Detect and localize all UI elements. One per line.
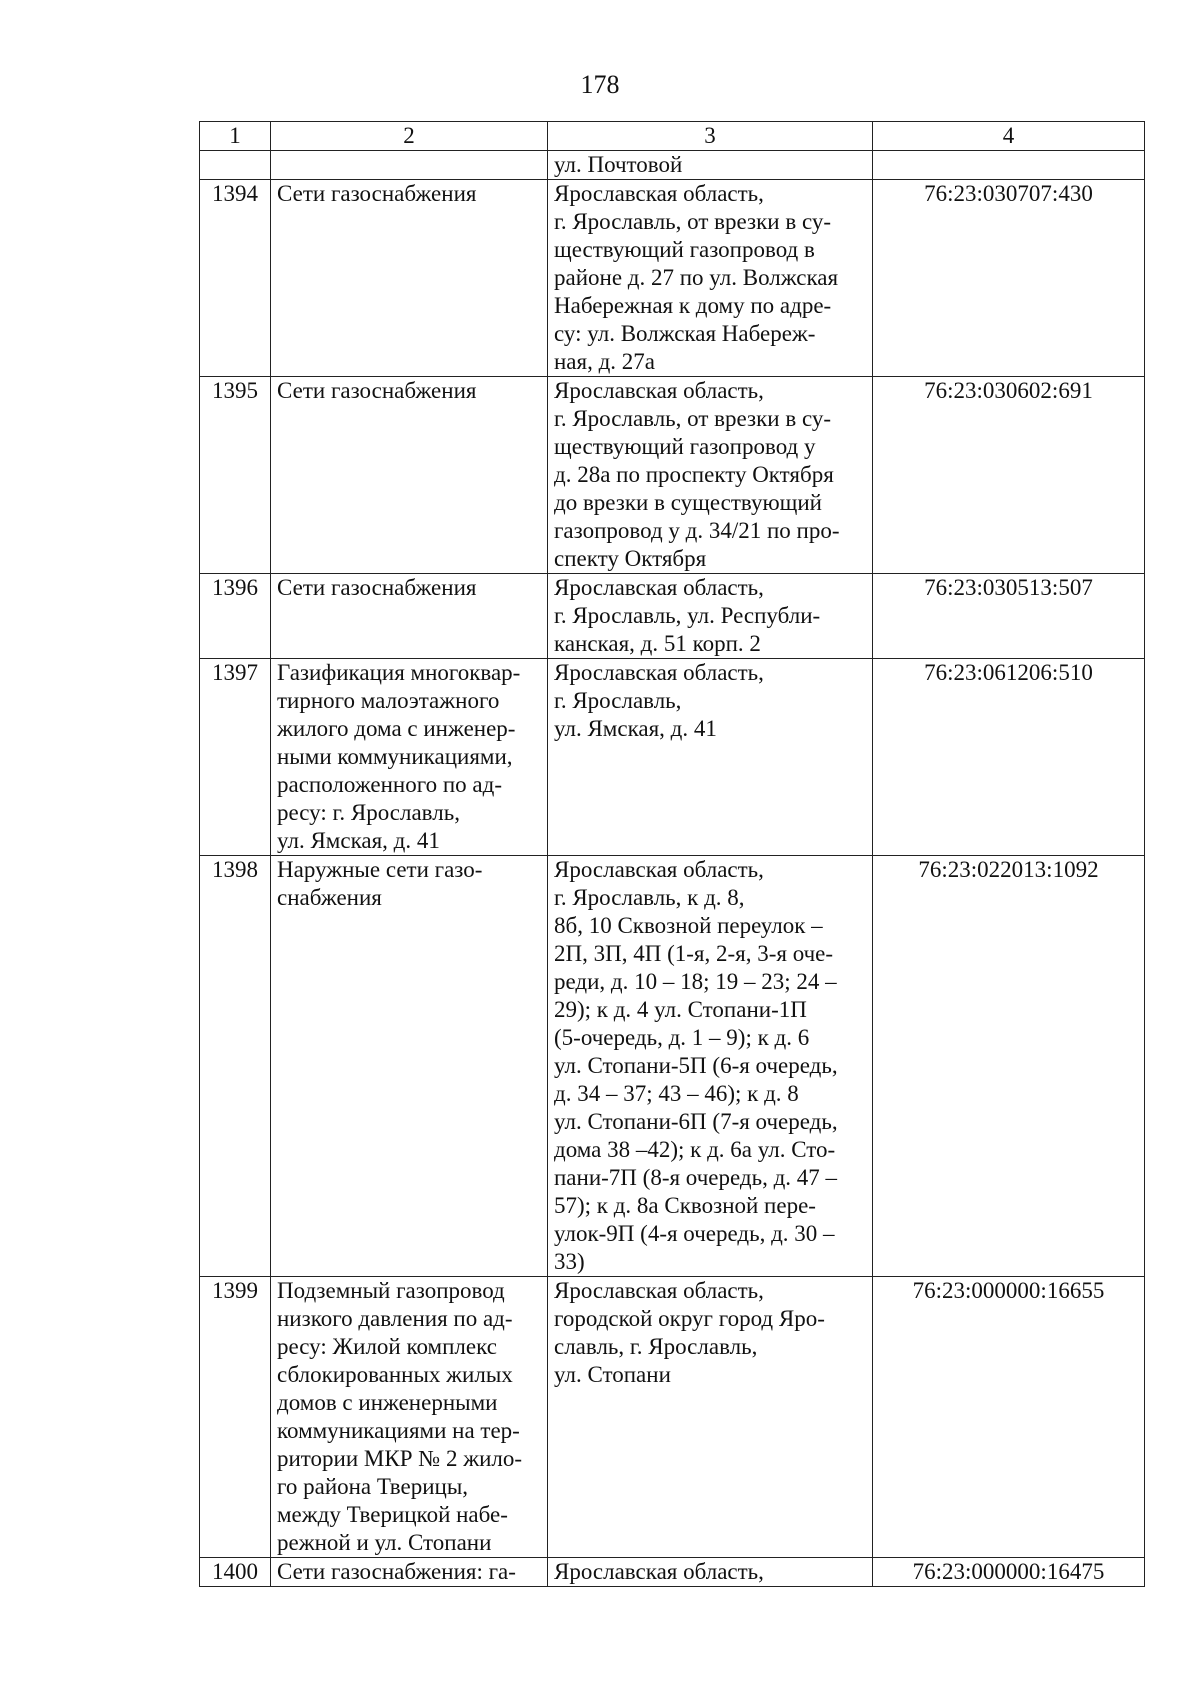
address-line: городской округ город Яро- [554,1306,825,1331]
address-line: Ярославская область, [554,378,764,403]
address-line: спекту Октября [554,546,707,571]
cadastral-number-cell: 76:23:030513:507 [873,574,1145,659]
address-line: ществующий газопровод у [554,434,816,459]
row-number-cell: 1395 [200,377,271,574]
address-line: районе д. 27 по ул. Волжская [554,265,839,290]
object-name-line: Газификация многоквар- [277,660,521,685]
object-name-line: режной и ул. Стопани [277,1530,492,1555]
address-line: ществующий газопровод в [554,237,815,262]
address-line: ул. Ямская, д. 41 [554,716,717,741]
object-name-line: низкого давления по ад- [277,1306,513,1331]
row-number-cell: 1398 [200,856,271,1277]
address-line: ул. Стопани-6П (7-я очередь, [554,1109,838,1134]
header-cell-3: 3 [548,122,873,151]
address-line: ная, д. 27а [554,349,656,374]
address-line: дома 38 –42); к д. 6а ул. Сто- [554,1137,836,1162]
object-name-cell [271,1277,548,1558]
address-line: славль, г. Ярославль, [554,1334,758,1359]
address-cell [548,1558,873,1587]
object-name-line: коммуникациями на тер- [277,1418,520,1443]
header-cell-2: 2 [271,122,548,151]
object-name-line: жилого дома с инженер- [277,716,516,741]
object-name-line: ресу: г. Ярославль, [277,800,460,825]
object-name-cell [271,856,548,1277]
object-name-line: ными коммуникациями, [277,744,513,769]
register-table [199,121,1145,1587]
address-line: Ярославская область, [554,660,764,685]
object-name-cell [271,180,548,377]
object-name-line: расположенного по ад- [277,772,502,797]
address-line: Ярославская область, [554,1278,764,1303]
table-row [200,1558,1145,1587]
address-line: г. Ярославль, ул. Республи- [554,603,821,628]
object-name-line: снабжения [277,885,382,910]
row-number-cell: 1397 [200,659,271,856]
address-cell [548,574,873,659]
object-name-line: Сети газоснабжения [277,378,477,403]
address-line: Набережная к дому по адре- [554,293,832,318]
address-line: Ярославская область, [554,181,764,206]
object-name-line: го района Тверицы, [277,1474,469,1499]
object-name-line: Сети газоснабжения [277,181,477,206]
address-line: реди, д. 10 – 18; 19 – 23; 24 – [554,969,837,994]
address-line: пани-7П (8-я очередь, д. 47 – [554,1165,838,1190]
page-number: 178 [580,70,620,99]
cadastral-number-cell: 76:23:000000:16655 [873,1277,1145,1558]
address-cell [548,151,873,180]
row-number-cell: 1400 [200,1558,271,1587]
address-line: улок-9П (4-я очередь, д. 30 – [554,1221,835,1246]
address-line: д. 28а по проспекту Октября [554,462,834,487]
address-line: г. Ярославль, к д. 8, [554,885,745,910]
address-line: до врезки в существующий [554,490,822,515]
address-line: 8б, 10 Сквозной переулок – [554,913,823,938]
object-name-line: ул. Ямская, д. 41 [277,828,440,853]
object-name-cell [271,377,548,574]
object-name-line: домов с инженерными [277,1390,498,1415]
object-name-cell [271,1558,548,1587]
address-line: г. Ярославль, от врезки в су- [554,209,832,234]
cadastral-number-cell: 76:23:000000:16475 [873,1558,1145,1587]
address-cell [548,659,873,856]
object-name-line: ритории МКР № 2 жило- [277,1446,523,1471]
object-name-line: тирного малоэтажного [277,688,500,713]
object-name-line: Подземный газопровод [277,1278,505,1303]
address-line: 33) [554,1249,585,1274]
object-name-cell [271,151,548,180]
cadastral-number-cell [873,151,1145,180]
table-row [200,1277,1145,1558]
table-row [200,151,1145,180]
address-line: ул. Почтовой [554,152,683,177]
header-row [200,122,1145,151]
table-row [200,180,1145,377]
object-name-line: сблокированных жилых [277,1362,513,1387]
object-name-cell [271,659,548,856]
row-number-cell: 1394 [200,180,271,377]
address-line: Ярославская область, [554,575,764,600]
address-line: (5-очередь, д. 1 – 9); к д. 6 [554,1025,810,1050]
address-line: ул. Стопани [554,1362,671,1387]
address-cell [548,1277,873,1558]
address-line: 29); к д. 4 ул. Стопани-1П [554,997,807,1022]
address-line: су: ул. Волжская Набереж- [554,321,816,346]
register-table-body [200,122,1145,1587]
object-name-line: между Тверицкой набе- [277,1502,508,1527]
object-name-cell [271,574,548,659]
header-cell-4: 4 [873,122,1145,151]
address-cell [548,180,873,377]
cadastral-number-cell: 76:23:030707:430 [873,180,1145,377]
row-number-cell: 1399 [200,1277,271,1558]
address-line: Ярославская область, [554,857,764,882]
address-line: д. 34 – 37; 43 – 46); к д. 8 [554,1081,799,1106]
header-cell-1: 1 [200,122,271,151]
address-line: г. Ярославль, от врезки в су- [554,406,832,431]
cadastral-number-cell: 76:23:061206:510 [873,659,1145,856]
address-line: 57); к д. 8а Сквозной пере- [554,1193,816,1218]
object-name-line: Сети газоснабжения: га- [277,1559,516,1584]
row-number-cell: 1396 [200,574,271,659]
object-name-line: ресу: Жилой комплекс [277,1334,497,1359]
address-line: г. Ярославль, [554,688,682,713]
row-number-cell [200,151,271,180]
address-line: ул. Стопани-5П (6-я очередь, [554,1053,838,1078]
table-row [200,856,1145,1277]
object-name-line: Сети газоснабжения [277,575,477,600]
cadastral-number-cell: 76:23:030602:691 [873,377,1145,574]
object-name-line: Наружные сети газо- [277,857,483,882]
address-line: канская, д. 51 корп. 2 [554,631,761,656]
table-row [200,377,1145,574]
cadastral-number-cell: 76:23:022013:1092 [873,856,1145,1277]
table-row [200,574,1145,659]
address-line: Ярославская область, [554,1559,764,1584]
address-line: 2П, 3П, 4П (1-я, 2-я, 3-я оче- [554,941,834,966]
address-cell [548,377,873,574]
address-cell [548,856,873,1277]
address-line: газопровод у д. 34/21 по про- [554,518,840,543]
table-row [200,659,1145,856]
